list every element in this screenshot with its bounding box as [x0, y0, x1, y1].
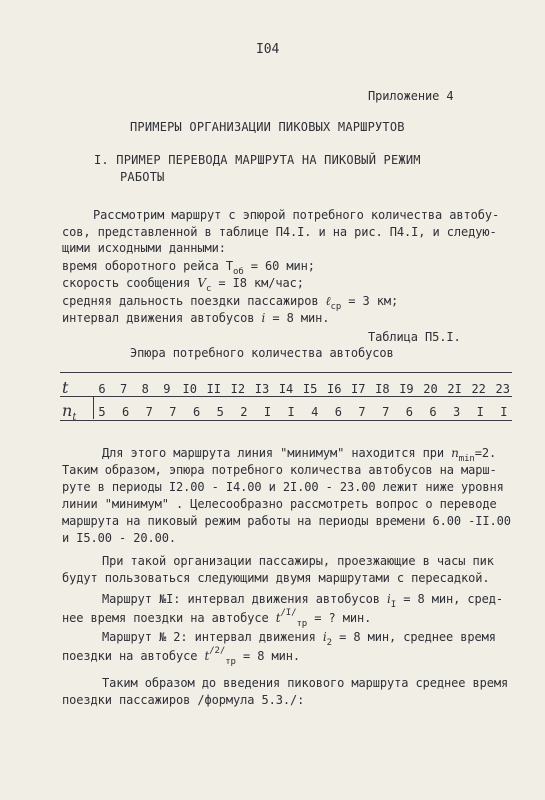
intro-line2: сов, представленной в таблице П4.I. и на рис. П4.I, и следую- — [62, 225, 497, 239]
param-turnover — [62, 259, 315, 275]
route2-time-symbol: t — [204, 649, 210, 663]
route2-interval-symbol: i — [322, 630, 327, 644]
hour-cell: 2I — [447, 382, 462, 396]
para2-nmin-value: =2. — [474, 446, 497, 460]
count-cell: 4 — [311, 405, 319, 419]
route1-line2 — [62, 608, 372, 629]
main-title: ПРИМЕРЫ ОРГАНИЗАЦИИ ПИКОВЫХ МАРШРУТОВ — [130, 120, 405, 134]
hour-cell: 23 — [495, 382, 510, 396]
count-cell: 7 — [358, 405, 366, 419]
table-label: Таблица П5.I. — [368, 330, 461, 344]
appendix-label: Приложение 4 — [368, 89, 454, 103]
count-cell: 6 — [192, 405, 201, 419]
hour-cell: I7 — [351, 382, 366, 396]
param-interval-value: = 8 мин. — [265, 311, 330, 325]
table-caption: Эпюра потребного количества автобусов — [130, 346, 394, 360]
count-cell: 6 — [429, 405, 437, 419]
hour-cell: I9 — [399, 382, 414, 396]
param-turnover-value: = 60 мин; — [243, 259, 315, 273]
route2-time-sup: /2/ — [209, 646, 226, 656]
page-number: I04 — [256, 42, 280, 57]
param-distance-text: средняя дальность поездки пассажиров — [62, 294, 326, 308]
param-distance-value: = 3 км; — [341, 294, 399, 308]
route1-interval-sub: I — [390, 600, 397, 610]
para2-line1-text: Для этого маршрута линия "минимум" находится при — [102, 446, 452, 460]
route1-time-sub: тр — [296, 619, 308, 629]
count-cell: 6 — [122, 405, 130, 419]
count-cell: 3 — [452, 405, 461, 419]
para2-line3: руте в периоды I2.00 - I4.00 и 2I.00 - 23.00 лежит ниже уровня — [62, 480, 504, 494]
row-label-n-main: n — [62, 401, 73, 420]
table-row-hours — [62, 378, 510, 397]
row-label-n-sub: t — [72, 412, 77, 423]
param-distance-symbol: ℓ — [325, 294, 331, 308]
route1-time-sup: /I/ — [280, 608, 297, 618]
hour-cell: I0 — [182, 382, 197, 396]
para3-line2: будут пользоваться следующими двумя маршрутами с пересадкой. — [62, 571, 490, 585]
para2-line5: маршрута на пиковый режим работы на периоды времени 6.00 -II.00 — [62, 514, 511, 528]
param-speed-symbol: V — [197, 276, 206, 290]
hour-cell: 9 — [163, 382, 171, 396]
intro-line1: Рассмотрим маршрут с эпюрой потребного количества автобу- — [93, 208, 500, 222]
para2-line4: линии "минимум" . Целесообразно рассмотреть вопрос о переводе — [62, 497, 497, 511]
hour-cell: 7 — [120, 382, 128, 396]
para2-line1 — [102, 446, 496, 462]
route2-text: Маршрут № 2: интервал движения — [102, 630, 323, 644]
param-speed-value: = I8 км/час; — [211, 276, 304, 290]
route2-time-text: поездки на автобусе — [62, 649, 205, 663]
para2-nmin-symbol: n — [451, 446, 459, 460]
param-turnover-text: время оборотного рейса T — [62, 259, 233, 273]
route1-line1 — [102, 592, 503, 608]
hour-cell: 20 — [423, 382, 438, 396]
route1-text: Маршрут №I: интервал движения автобусов — [102, 592, 387, 606]
table-bottom-rule — [60, 420, 512, 421]
param-speed-sub: c — [205, 284, 212, 294]
row-label-t: t — [62, 378, 69, 397]
hours-cells — [96, 382, 510, 396]
intro-line3: щими исходными данными: — [62, 241, 226, 255]
route2-line1 — [102, 630, 496, 646]
hour-cell: I3 — [254, 382, 270, 396]
count-cell: 7 — [169, 405, 177, 419]
counts-cells — [96, 405, 510, 419]
route2-interval-sub: 2 — [326, 638, 332, 648]
route1-time-symbol: t — [275, 611, 281, 625]
hour-cell: 8 — [141, 382, 149, 396]
count-cell: 5 — [98, 405, 106, 419]
count-cell: 7 — [382, 405, 390, 419]
route1-time-value: = ? мин. — [307, 611, 372, 625]
hour-cell: II — [206, 382, 222, 396]
count-cell: 6 — [405, 405, 413, 419]
row-label-n — [62, 401, 96, 423]
section-title-line2: РАБОТЫ — [120, 170, 165, 184]
hour-cell: I6 — [326, 382, 342, 396]
table-mid-rule — [60, 396, 512, 397]
para2-line6: и I5.00 - 20.00. — [62, 531, 176, 545]
param-speed — [62, 276, 304, 292]
param-interval — [62, 311, 329, 325]
para4-line1: Таким образом до введения пикового маршрута среднее время — [102, 676, 509, 690]
route1-time-text: нее время поездки на автобусе — [62, 611, 276, 625]
param-distance — [62, 294, 398, 310]
param-interval-text: интервал движения автобусов — [62, 311, 262, 325]
hour-cell: I8 — [375, 382, 390, 396]
hour-cell: I2 — [230, 382, 246, 396]
count-cell: I — [500, 405, 508, 419]
param-turnover-sub: об — [233, 267, 244, 277]
count-cell: 2 — [240, 405, 248, 419]
para4-line2: поездки пассажиров /формула 5.3./: — [62, 693, 305, 707]
count-cell: I — [476, 405, 484, 419]
table-row-counts — [62, 401, 510, 423]
route1-interval-value: = 8 мин, сред- — [396, 592, 503, 606]
route2-interval-value: = 8 мин, среднее время — [331, 630, 496, 644]
route2-line2 — [62, 646, 300, 667]
route1-interval-symbol: i — [387, 592, 391, 606]
hour-cell: 22 — [471, 382, 486, 396]
section-title-line1: I. ПРИМЕР ПЕРЕВОДА МАРШРУТА НА ПИКОВЫЙ РЕЖИМ — [94, 153, 421, 167]
count-cell: I — [263, 405, 272, 419]
hour-cell: 6 — [98, 382, 106, 396]
hour-cell: I4 — [278, 382, 294, 396]
para2-nmin-sub: min — [458, 454, 475, 464]
count-cell: 5 — [216, 405, 224, 419]
route2-time-value: = 8 мин. — [235, 649, 300, 663]
para3-line1: При такой организации пассажиры, проезжающие в часы пик — [102, 554, 494, 568]
count-cell: 6 — [334, 405, 343, 419]
para2-line2: Таким образом, эпюра потребного количества автобусов на марш- — [62, 463, 497, 477]
count-cell: 7 — [145, 405, 153, 419]
param-interval-symbol: i — [261, 311, 266, 325]
count-cell: I — [287, 405, 295, 419]
param-speed-text: скорость сообщения — [62, 276, 198, 290]
route2-time-sub: тр — [225, 657, 236, 667]
param-distance-sub: ср — [330, 302, 342, 312]
table-top-rule — [60, 372, 512, 373]
hour-cell: I5 — [302, 382, 318, 396]
